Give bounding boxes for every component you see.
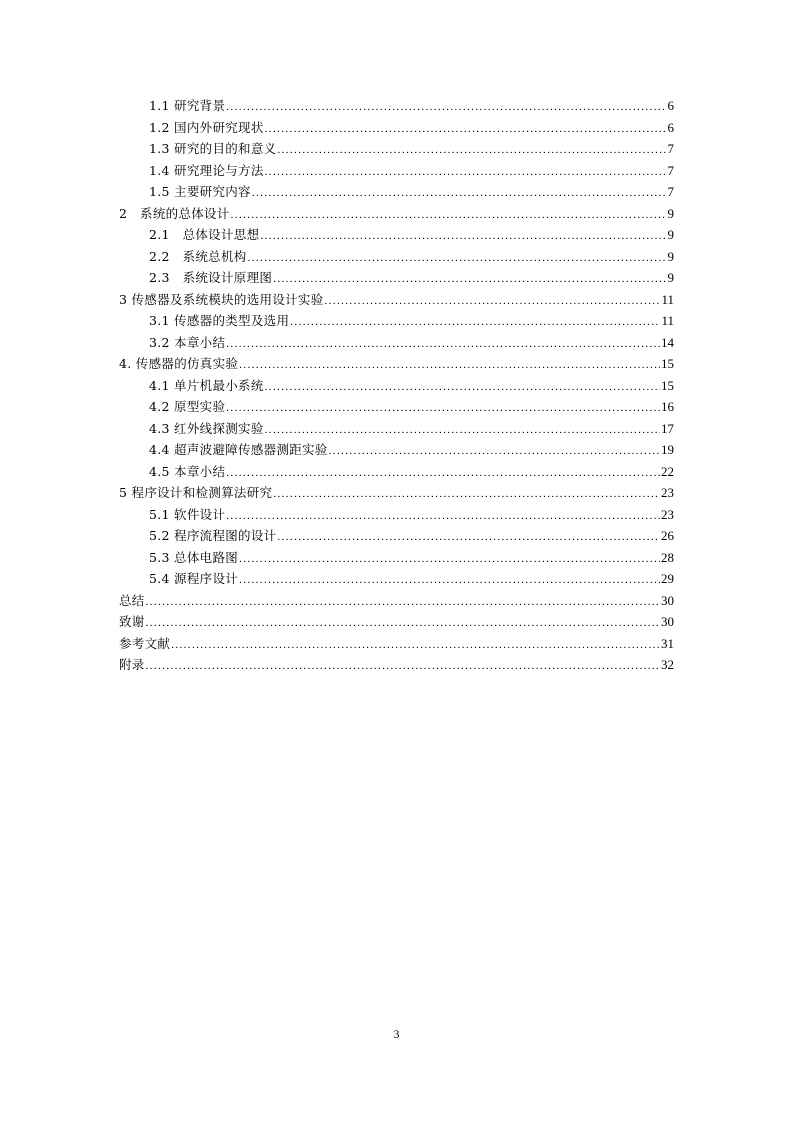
toc-entry-label: 4.3 红外线探测实验 <box>149 420 264 436</box>
toc-entry[interactable] <box>119 160 674 182</box>
toc-entry-page: 30 <box>661 592 674 608</box>
toc-entry[interactable] <box>119 332 674 354</box>
toc-entry[interactable] <box>119 568 674 590</box>
toc-entry-label: 5.1 软件设计 <box>149 506 226 522</box>
toc-entry[interactable] <box>119 138 674 160</box>
toc-entry-page: 32 <box>661 657 674 672</box>
toc-entry[interactable] <box>119 547 674 569</box>
toc-dot-leader <box>265 420 660 442</box>
toc-chapter-entry[interactable] <box>119 611 674 633</box>
page-number: 3 <box>393 1027 400 1041</box>
toc-entry-page: 14 <box>661 334 674 350</box>
toc-entry[interactable] <box>119 95 674 117</box>
toc-entry[interactable] <box>119 267 674 289</box>
toc-entry-page: 7 <box>667 184 674 199</box>
toc-dot-leader <box>290 312 660 334</box>
toc-entry-label: 5.4 源程序设计 <box>149 571 239 586</box>
toc-entry-page: 26 <box>661 528 674 543</box>
toc-entry[interactable] <box>119 504 674 526</box>
toc-dot-leader <box>265 377 660 399</box>
toc-entry-page: 11 <box>661 313 674 328</box>
toc-dot-leader <box>277 527 660 549</box>
toc-dot-leader <box>226 398 660 420</box>
toc-entry-page: 23 <box>661 485 674 500</box>
toc-entry-page: 31 <box>661 635 674 651</box>
toc-entry-page: 7 <box>667 141 674 156</box>
toc-entry[interactable] <box>119 461 674 483</box>
toc-dot-leader <box>231 205 667 227</box>
toc-dot-leader <box>260 226 666 248</box>
toc-entry-label: 3.1 传感器的类型及选用 <box>149 313 290 328</box>
toc-entry-page: 7 <box>667 162 674 178</box>
toc-dot-leader <box>239 355 660 377</box>
toc-entry-page: 17 <box>661 420 674 436</box>
toc-entry-page: 9 <box>667 205 674 221</box>
toc-entry-page: 16 <box>661 399 674 414</box>
toc-chapter-entry[interactable] <box>119 482 674 504</box>
toc-entry-label: 3.2 本章小结 <box>149 334 226 350</box>
toc-entry[interactable] <box>119 418 674 440</box>
toc-entry-label: 2.1 总体设计思想 <box>149 227 260 242</box>
toc-entry-page: 15 <box>661 377 674 393</box>
toc-dot-leader <box>226 463 660 485</box>
toc-entry-label: 总结 <box>119 592 145 608</box>
toc-entry[interactable] <box>119 117 674 139</box>
toc-dot-leader <box>265 119 667 141</box>
toc-entry[interactable] <box>119 181 674 203</box>
toc-chapter-entry[interactable] <box>119 353 674 375</box>
toc-entry-label: 3 传感器及系统模块的选用设计实验 <box>119 291 324 307</box>
toc-entry-label: 5.3 总体电路图 <box>149 549 239 565</box>
toc-chapter-entry[interactable] <box>119 633 674 655</box>
toc-entry-label: 4. 传感器的仿真实验 <box>119 356 239 371</box>
toc-entry-label: 5.2 程序流程图的设计 <box>149 528 277 543</box>
toc-entry-page: 23 <box>661 506 674 522</box>
toc-entry[interactable] <box>119 525 674 547</box>
toc-entry-label: 1.2 国内外研究现状 <box>149 119 264 135</box>
toc-entry-page: 29 <box>661 571 674 586</box>
toc-entry-page: 30 <box>661 614 674 629</box>
toc-entry[interactable] <box>119 396 674 418</box>
toc-dot-leader <box>273 484 660 506</box>
toc-dot-leader <box>171 635 660 657</box>
toc-dot-leader <box>146 656 660 678</box>
toc-entry[interactable] <box>119 224 674 246</box>
toc-dot-leader <box>146 613 660 635</box>
toc-dot-leader <box>226 97 666 119</box>
toc-entry-label: 4.1 单片机最小系统 <box>149 377 264 393</box>
toc-entry[interactable] <box>119 375 674 397</box>
toc-entry-label: 2.3 系统设计原理图 <box>149 270 273 285</box>
toc-chapter-entry[interactable] <box>119 203 674 225</box>
toc-entry-label: 附录 <box>119 657 145 672</box>
toc-entry-page: 28 <box>661 549 674 565</box>
toc-entry-label: 参考文献 <box>119 635 171 651</box>
table-of-contents <box>119 95 674 676</box>
toc-entry-page: 6 <box>667 119 674 135</box>
toc-dot-leader <box>146 592 660 614</box>
toc-entry-label: 1.4 研究理论与方法 <box>149 162 264 178</box>
toc-entry-label: 2 系统的总体设计 <box>119 205 230 221</box>
toc-entry-label: 4.2 原型实验 <box>149 399 226 414</box>
toc-dot-leader <box>265 162 667 184</box>
toc-entry[interactable] <box>119 439 674 461</box>
toc-entry-page: 9 <box>667 227 674 242</box>
toc-chapter-entry[interactable] <box>119 654 674 676</box>
toc-dot-leader <box>226 506 660 528</box>
toc-entry-page: 22 <box>661 463 674 479</box>
toc-entry-label: 4.4 超声波避障传感器测距实验 <box>149 442 328 457</box>
toc-dot-leader <box>252 183 667 205</box>
toc-entry[interactable] <box>119 310 674 332</box>
toc-dot-leader <box>239 570 660 592</box>
toc-entry-label: 1.5 主要研究内容 <box>149 184 251 199</box>
toc-entry-page: 19 <box>661 442 674 457</box>
toc-entry-page: 9 <box>667 270 674 285</box>
toc-entry-label: 1.3 研究的目的和意义 <box>149 141 277 156</box>
toc-entry-label: 1.1 研究背景 <box>149 98 226 113</box>
toc-entry[interactable] <box>119 246 674 268</box>
toc-dot-leader <box>226 334 660 356</box>
toc-dot-leader <box>248 248 667 270</box>
toc-dot-leader <box>273 269 666 291</box>
toc-dot-leader <box>277 140 666 162</box>
toc-entry-label: 致谢 <box>119 614 145 629</box>
toc-dot-leader <box>329 441 660 463</box>
toc-entry-label: 4.5 本章小结 <box>149 463 226 479</box>
toc-entry-page: 6 <box>667 98 674 113</box>
toc-entry-page: 15 <box>661 356 674 371</box>
toc-entry-label: 5 程序设计和检测算法研究 <box>119 485 273 500</box>
toc-chapter-entry[interactable] <box>119 590 674 612</box>
toc-dot-leader <box>239 549 660 571</box>
toc-dot-leader <box>325 291 661 313</box>
toc-entry-label: 2.2 系统总机构 <box>149 248 247 264</box>
toc-entry-page: 9 <box>667 248 674 264</box>
toc-chapter-entry[interactable] <box>119 289 674 311</box>
toc-entry-page: 11 <box>661 291 674 307</box>
